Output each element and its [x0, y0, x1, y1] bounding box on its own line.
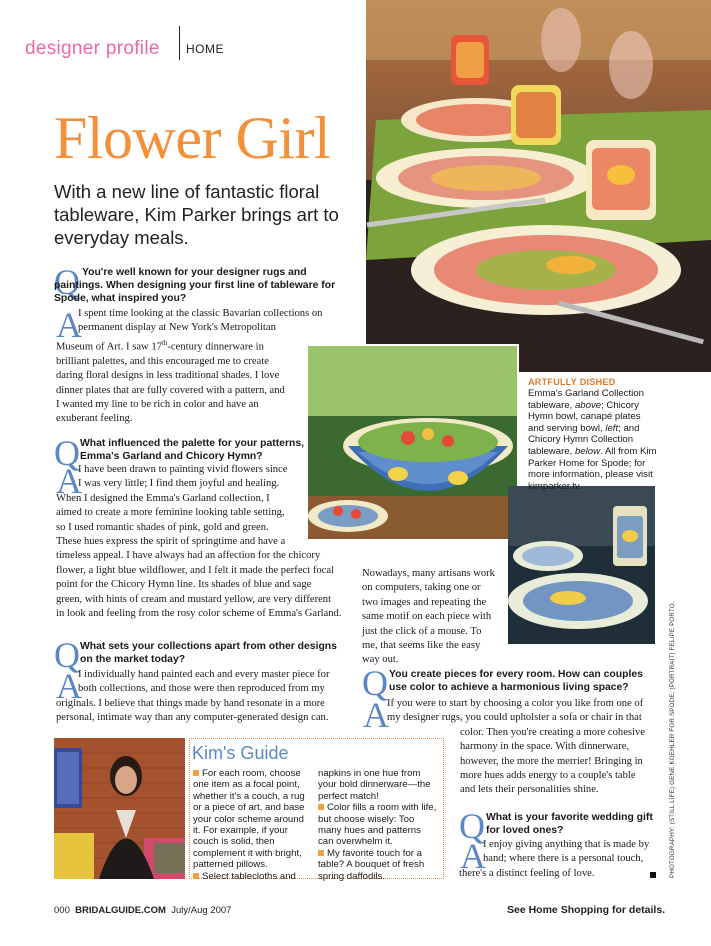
bullet-icon	[193, 873, 199, 879]
bullet-icon	[193, 770, 199, 776]
question-2: What influenced the palette for your patterns, Emma's Garland and Chicory Hymn?	[80, 438, 304, 462]
answer-mark-2: A	[56, 461, 82, 501]
hero-photo-tableware	[366, 0, 711, 372]
question-1: You're well known for your designer rugs and paintings. When designing your first line of tableware for Spode, what inspired you?	[54, 267, 336, 304]
photo-caption: Emma's Garland Collection tableware, above; Chicory Hymn bowl, canapé plates and serving bowl, left; and Chicory Hymn Collection tableware, below. All from Kim Parker Home for Spode; for more information, please visit kimparker.tv.	[528, 388, 657, 492]
photo-credits: PHOTOGRAPHY: (STILL LIFE) GENE KOEHLER FOR SPODE; (PORTRAIT) FELIPE PORTO.	[669, 601, 676, 878]
bullet-icon	[318, 804, 324, 810]
guide-tip-2-end: napkins in one hue from your bold dinnerware—the perfect match!	[318, 768, 431, 802]
article-title: Flower Girl	[54, 105, 331, 171]
answer-4: If you were to start by choosing a color you like from one of my designer rugs, you could upholster a sofa or chair in that color. Then you're creating a more cohesive harmony in the space. With dinnerware, however, the more the merrier! Bringing in more hues adds energy to a couple's table and lets their personalities shine.	[387, 698, 645, 796]
answer-2-continued: Nowadays, many artisans work on computers, taking one or two images and repeating the same motif on each piece with just the click of a mouse. To me, that seems like the easy way out.	[362, 568, 495, 666]
guide-tip-2-start: Select tablecloths and	[193, 871, 311, 882]
answer-3: I individually hand painted each and every master piece for both collections, and those were then reproduced from my originals. I believe that things made by hand resonate in a more personal, intimate way than any computer-generated design can.	[56, 669, 330, 724]
footer-folio: 000 BRIDALGUIDE.COM July/Aug 2007	[54, 905, 232, 916]
answer-2: I have been drawn to painting vivid flowers since I was very little; I find them joyful and healing. When I designed the Emma's Garland collection, I aimed to create a more feminine looking table setting, so I used romantic shades of pink, gold and green. These hues express the spirit of springtime and have a timeless appeal. I have always had an affection for the chicory flower, a light blue wildflower, and I felt it made the perfect focal point for the Chicory Hymn line. Its shades of blue and sage green, with hints of cream and mustard yellow, are very different in look and feeling from the rosy color scheme of Emma's Garland.	[56, 464, 342, 620]
guide-tip-4: My favorite touch for a table? A bouquet of fresh spring daffodils.	[318, 847, 425, 882]
guide-title: Kim's Guide	[192, 743, 289, 763]
answer-mark-4: A	[363, 695, 389, 735]
end-mark	[650, 872, 656, 878]
guide-tip-3: Color fills a room with life, but choose wisely: Too many hues and patterns can overwhelm it.	[318, 802, 437, 848]
question-mark-1: Q	[54, 262, 80, 302]
question-5: What is your favorite wedding gift for loved ones?	[486, 812, 653, 836]
answer-1: I spent time looking at the classic Bavarian collections on permanent display at New York's Metropolitan Museum of Art. I saw 17th-century dinnerware in brilliant palettes, and this encouraged me to create daring floral designs in less traditional shades. I love dinner plates that are fully covered with a pattern, and I wanted my line to be rich in color and have an exuberant feeling.	[56, 308, 323, 425]
header-divider	[179, 26, 180, 60]
question-mark-4: Q	[362, 663, 388, 703]
article-dek: With a new line of fantastic floral tableware, Kim Parker brings art to everyday meals.	[54, 181, 339, 248]
question-mark-3: Q	[54, 635, 80, 675]
bullet-icon	[318, 850, 324, 856]
answer-5: I enjoy giving anything that is made by hand; where there is a personal touch, there's a distinct feeling of love.	[459, 839, 650, 879]
guide-tip-1: For each room, choose one item as a focal point, whether it's a couch, a rug or a piece of art, and base your color scheme around it. For example, if your couch is solid, then complement it with bright, patterned pillows.	[193, 768, 305, 871]
footer-note: See Home Shopping for details.	[507, 904, 666, 916]
answer-mark-3: A	[56, 666, 82, 706]
caption-heading: ARTFULLY DISHED	[528, 377, 616, 387]
answer-mark-5: A	[460, 836, 486, 876]
portrait-photo	[54, 738, 185, 879]
chicory-photo	[508, 486, 655, 644]
section-label: designer profile	[25, 38, 160, 59]
question-4: You create pieces for every room. How can couples use color to achieve a harmonious living space?	[389, 669, 643, 693]
question-mark-5: Q	[459, 806, 485, 846]
answer-mark-1: A	[56, 305, 82, 345]
guide-column-2	[318, 768, 438, 882]
category-label: HOME	[186, 42, 224, 56]
question-mark-2: Q	[54, 433, 80, 473]
guide-column-1	[193, 768, 311, 882]
question-3: What sets your collections apart from other designs on the market today?	[80, 641, 337, 665]
